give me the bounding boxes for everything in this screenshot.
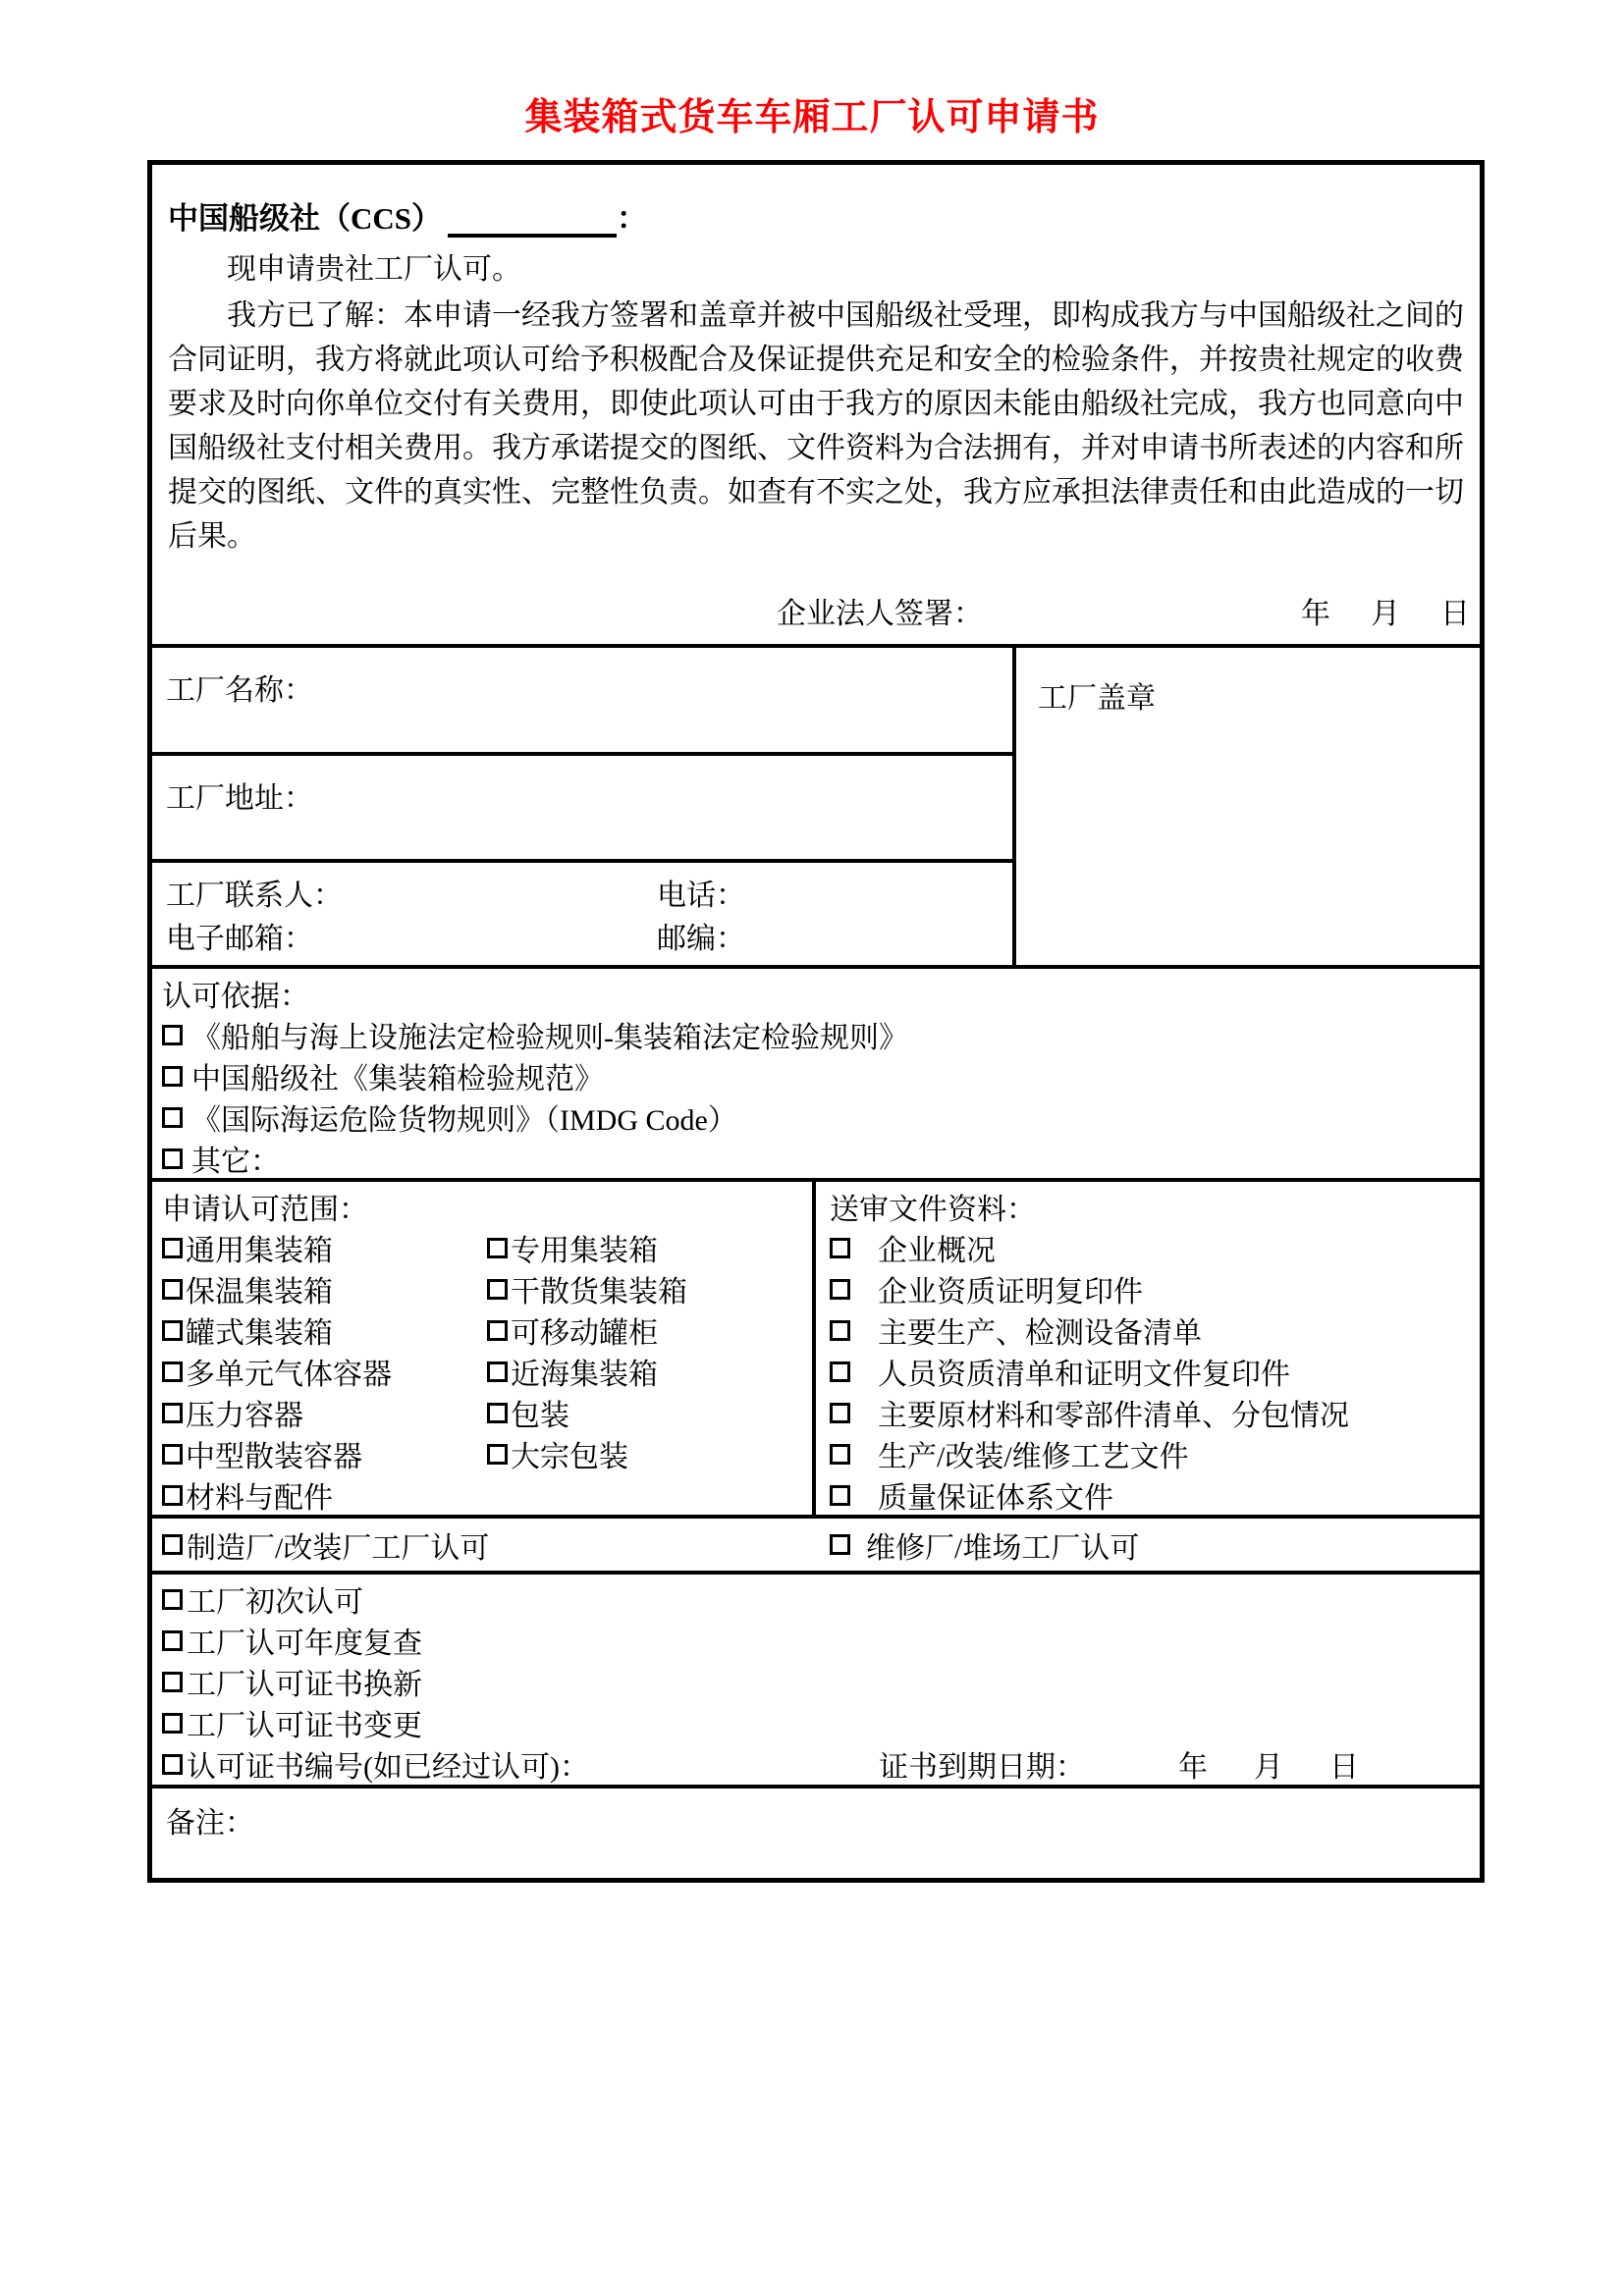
scope-item-label: 干散货集装箱 — [511, 1276, 687, 1308]
scope-item-label: 近海集装箱 — [511, 1359, 658, 1391]
checkbox-type-repair-depot[interactable] — [830, 1534, 850, 1555]
checkbox-scope-packaging[interactable] — [487, 1403, 508, 1423]
basis-item — [162, 1096, 1470, 1138]
scope-header: 申请认可范围： — [162, 1194, 368, 1226]
factory-stamp-area[interactable] — [1016, 648, 1480, 965]
scope-item — [487, 1350, 658, 1393]
checkbox-scope-general-container[interactable] — [162, 1238, 183, 1258]
day-label: 日 — [1440, 598, 1470, 630]
certificate-expiry-field[interactable]: 证书到期日期： — [879, 1751, 1085, 1784]
kind-item — [162, 1702, 1470, 1743]
scope-item-label: 专用集装箱 — [511, 1235, 658, 1267]
pledge-section — [152, 165, 1480, 648]
salutation-colon: ： — [617, 201, 648, 236]
day-label: 日 — [1329, 1751, 1359, 1784]
scope-item — [162, 1432, 487, 1475]
certificate-expiry-date — [1178, 1742, 1359, 1786]
scope-row — [162, 1309, 812, 1351]
docs-item — [830, 1474, 1480, 1516]
checkbox-docs-personnel-list[interactable] — [830, 1362, 850, 1382]
zip-field[interactable]: 邮编： — [657, 923, 745, 955]
scope-docs-section — [152, 1182, 1480, 1519]
factory-type-label: 维修厂/堆场工厂认可 — [866, 1531, 1140, 1565]
factory-type-label: 制造厂/改装厂工厂认可 — [187, 1531, 490, 1565]
scope-item — [162, 1350, 487, 1393]
approval-basis-section — [152, 969, 1480, 1182]
salutation-label: 中国船级社（CCS） — [168, 201, 443, 236]
checkbox-kind-initial-approval[interactable] — [162, 1589, 183, 1610]
contact-line-1 — [166, 871, 999, 914]
docs-item-label: 主要生产、检测设备清单 — [878, 1317, 1202, 1350]
docs-item-label: 主要原材料和零部件清单、分包情况 — [878, 1400, 1349, 1432]
contact-line-2 — [166, 914, 999, 957]
signature-date — [1301, 589, 1470, 632]
basis-item — [162, 1014, 1470, 1055]
docs-item — [830, 1351, 1480, 1392]
scope-item-label: 可移动罐柜 — [511, 1317, 658, 1350]
remarks-field[interactable] — [152, 1789, 1480, 1878]
factory-name-field[interactable] — [152, 648, 1012, 756]
kind-item-label: 工厂认可证书变更 — [187, 1710, 422, 1742]
checkbox-scope-special-container[interactable] — [487, 1238, 508, 1258]
factory-address-field[interactable] — [152, 756, 1012, 864]
checkbox-basis-other[interactable] — [162, 1148, 183, 1169]
kind-item-label: 工厂认可年度复查 — [187, 1628, 422, 1660]
scope-item — [162, 1308, 487, 1352]
form-title: 集装箱式货车车厢工厂认可申请书 — [524, 97, 1100, 138]
month-label: 月 — [1254, 1751, 1283, 1784]
month-label: 月 — [1371, 598, 1400, 630]
checkbox-kind-annual-review[interactable] — [162, 1630, 183, 1651]
scope-item — [487, 1226, 658, 1269]
basis-header: 认可依据： — [162, 981, 309, 1013]
factory-info-section — [152, 648, 1480, 969]
scope-row — [162, 1433, 812, 1474]
factory-type-item — [830, 1519, 1139, 1571]
factory-stamp-label: 工厂盖章 — [1038, 682, 1156, 715]
salutation-line — [168, 183, 1464, 238]
kind-item-label: 工厂初次认可 — [187, 1586, 363, 1619]
scope-row — [162, 1227, 812, 1268]
certificate-number-line — [162, 1743, 1470, 1785]
scope-item-label: 材料与配件 — [186, 1482, 333, 1515]
factory-contact-cell — [152, 863, 1012, 965]
checkbox-kind-certificate-number[interactable] — [162, 1754, 183, 1775]
checkbox-scope-meg-container[interactable] — [162, 1362, 183, 1382]
docs-item — [830, 1268, 1480, 1309]
basis-item-label: 中国船级社《集装箱检验规范》 — [191, 1063, 604, 1095]
checkbox-docs-qualification-copies[interactable] — [830, 1279, 850, 1300]
docs-item-label: 企业资质证明复印件 — [878, 1276, 1143, 1308]
certificate-number-field[interactable]: 认可证书编号(如已经过认可)： — [187, 1751, 589, 1784]
docs-item — [830, 1309, 1480, 1351]
scope-row — [162, 1351, 812, 1392]
checkbox-docs-materials-parts-list[interactable] — [830, 1403, 850, 1423]
checkbox-scope-offshore-container[interactable] — [487, 1362, 508, 1382]
scope-item — [162, 1267, 487, 1310]
basis-item — [162, 1055, 1470, 1096]
scope-item — [162, 1391, 487, 1434]
scope-item-label: 压力容器 — [186, 1400, 303, 1432]
kind-item — [162, 1578, 1470, 1620]
approval-scope-column — [152, 1182, 816, 1515]
scope-row — [162, 1392, 812, 1433]
scope-item — [487, 1308, 658, 1352]
docs-item — [830, 1227, 1480, 1268]
checkbox-scope-materials-fittings[interactable] — [162, 1485, 183, 1506]
request-line: 现申请贵社工厂认可。 — [227, 253, 521, 286]
kind-item — [162, 1661, 1470, 1702]
checkbox-kind-certificate-change[interactable] — [162, 1713, 183, 1734]
submitted-documents-column — [816, 1182, 1480, 1515]
year-label: 年 — [1301, 598, 1330, 630]
factory-contact-field[interactable]: 工厂联系人： — [166, 880, 343, 912]
checkbox-docs-qa-system-documents[interactable] — [830, 1485, 850, 1506]
checkbox-scope-dry-bulk-container[interactable] — [487, 1279, 508, 1300]
scope-item-label: 中型散装容器 — [186, 1441, 362, 1473]
docs-item-label: 人员资质清单和证明文件复印件 — [878, 1359, 1290, 1391]
scope-item-label: 罐式集装箱 — [186, 1317, 333, 1350]
basis-item-label: 《船舶与海上设施法定检验规则-集装箱法定检验规则》 — [191, 1022, 908, 1054]
checkbox-basis-ccs-container-rules[interactable] — [162, 1066, 183, 1087]
checkbox-type-manufacturer-conversion[interactable] — [162, 1534, 183, 1555]
remarks-label: 备注： — [166, 1807, 254, 1840]
docs-item-label: 质量保证体系文件 — [878, 1482, 1113, 1515]
factory-info-left — [152, 648, 1016, 965]
docs-item-label: 企业概况 — [878, 1235, 996, 1267]
ccs-branch-blank-field[interactable] — [448, 202, 617, 238]
checkbox-kind-certificate-renewal[interactable] — [162, 1672, 183, 1692]
basis-item — [162, 1138, 1470, 1179]
basis-item-label: 《国际海运危险货物规则》（IMDG Code） — [191, 1104, 737, 1137]
checkbox-basis-imdg-code[interactable] — [162, 1107, 183, 1128]
basis-item-label: 其它： — [191, 1146, 280, 1178]
checkbox-docs-equipment-list[interactable] — [830, 1320, 850, 1341]
factory-type-section — [152, 1519, 1480, 1575]
scope-item — [162, 1473, 487, 1517]
checkbox-scope-pressure-vessel[interactable] — [162, 1403, 183, 1423]
factory-type-item — [162, 1523, 489, 1567]
form-box — [147, 160, 1485, 1883]
year-label: 年 — [1178, 1751, 1208, 1784]
scope-item — [162, 1226, 487, 1269]
scope-item-label: 多单元气体容器 — [186, 1359, 392, 1391]
checkbox-basis-statutory-rules[interactable] — [162, 1025, 183, 1045]
legal-person-signature-label: 企业法人签署： — [777, 598, 983, 630]
scope-item-label: 通用集装箱 — [186, 1235, 333, 1267]
checkbox-scope-thermal-container[interactable] — [162, 1279, 183, 1300]
scope-row — [162, 1268, 812, 1309]
pledge-body-text: 我方已了解：本申请一经我方签署和盖章并被中国船级社受理，即构成我方与中国船级社之间的合同证明，我方将就此项认可给予积极配合及保证提供充足和安全的检验条件，并按贵社规定的收费要求及时向你单位交付有关费用，即使此项认可由于我方的原因未能由船级社完成，我方也同意向中国船级社支付相关费用。我方承诺提交的图纸、文件资料为合法拥有，并对申请书所表述的内容和所提交的图纸、文件的真实性、完整性负责。如查有不实之处，我方应承担法律责任和由此造成的一切后果。 — [168, 299, 1464, 553]
checkbox-scope-portable-tank[interactable] — [487, 1320, 508, 1341]
checkbox-scope-large-packaging[interactable] — [487, 1444, 508, 1465]
scope-item — [487, 1391, 569, 1434]
scope-item — [487, 1267, 687, 1310]
phone-field[interactable]: 电话： — [657, 880, 745, 912]
docs-header: 送审文件资料： — [830, 1194, 1036, 1226]
docs-item — [830, 1433, 1480, 1474]
checkbox-docs-process-documents[interactable] — [830, 1444, 850, 1465]
approval-kind-section — [152, 1575, 1480, 1789]
checkbox-docs-company-profile[interactable] — [830, 1238, 850, 1258]
docs-item — [830, 1392, 1480, 1433]
checkbox-scope-ibc[interactable] — [162, 1444, 183, 1465]
docs-item-label: 生产/改装/维修工艺文件 — [878, 1441, 1189, 1473]
signature-row — [168, 589, 1480, 632]
kind-item — [162, 1620, 1470, 1661]
kind-item-label: 工厂认可证书换新 — [187, 1669, 422, 1701]
scope-item-label: 包装 — [511, 1400, 569, 1432]
checkbox-scope-tank-container[interactable] — [162, 1320, 183, 1341]
scope-row — [162, 1474, 812, 1516]
factory-address-label: 工厂地址： — [166, 781, 313, 815]
factory-name-label: 工厂名称： — [166, 674, 313, 707]
email-field[interactable]: 电子邮箱： — [166, 923, 313, 955]
scope-item — [487, 1432, 628, 1475]
scope-item-label: 保温集装箱 — [186, 1276, 333, 1308]
scope-item-label: 大宗包装 — [511, 1441, 628, 1473]
